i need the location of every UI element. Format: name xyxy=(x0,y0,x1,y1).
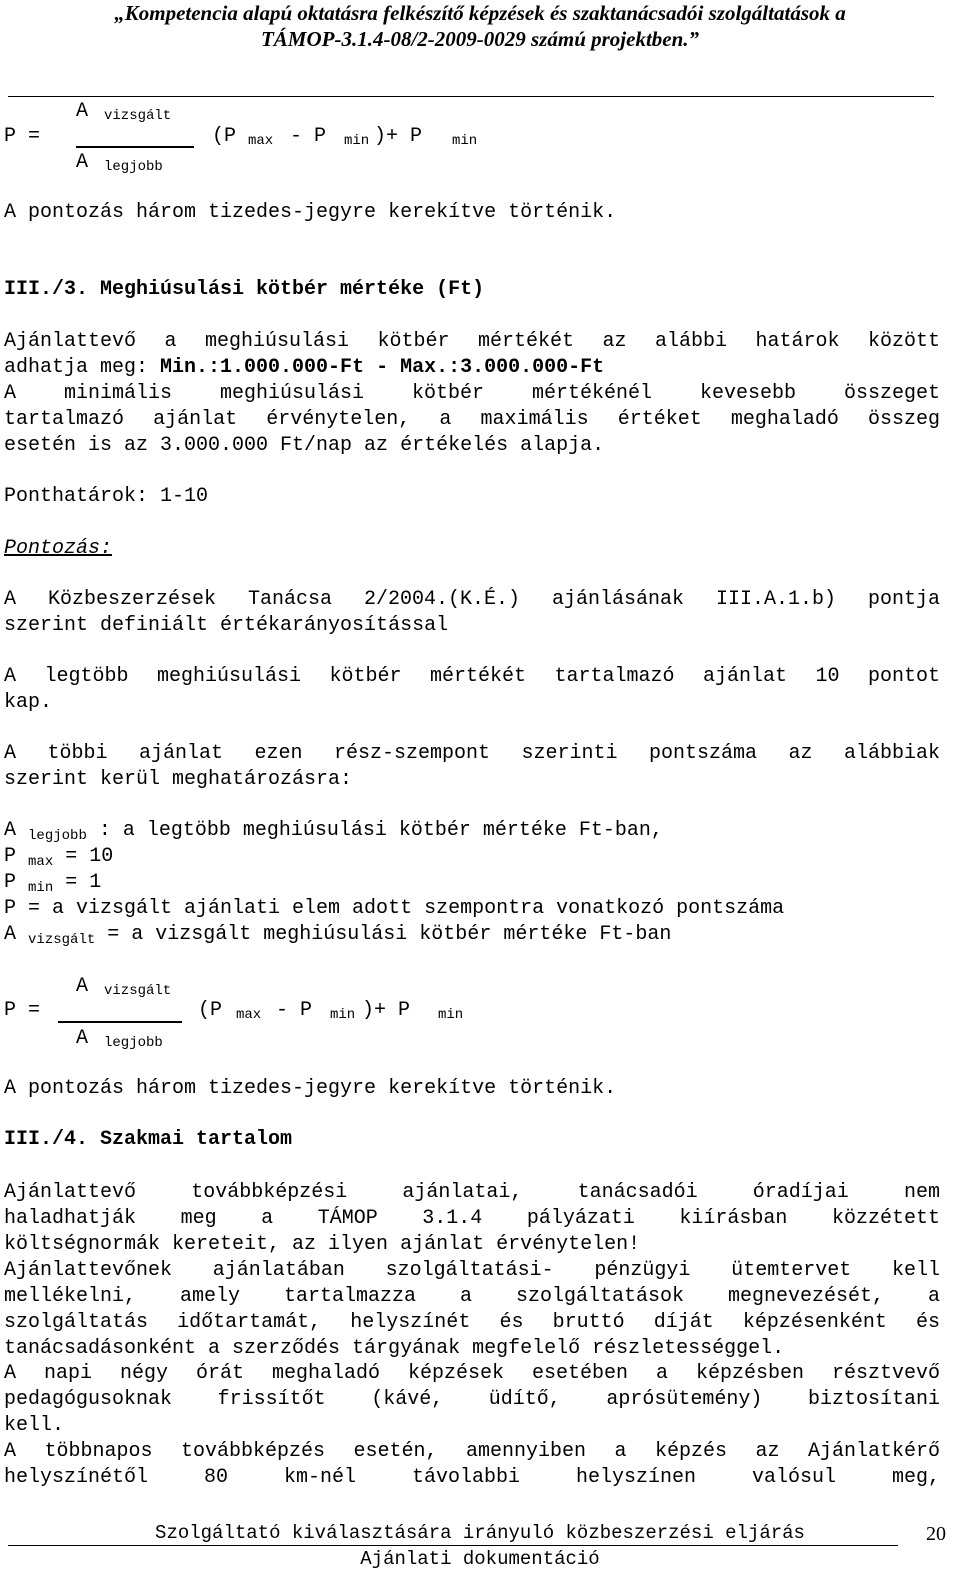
formula-min-sub-2: min xyxy=(452,133,478,149)
def-pmax xyxy=(4,844,940,871)
def-pmin-sub: min xyxy=(28,880,54,896)
s3-limits: Min.:1.000.000-Ft - Max.:3.000.000-Ft xyxy=(160,356,605,379)
def-pmax-sub: max xyxy=(28,854,54,870)
s3-line-2 xyxy=(4,355,940,381)
s4-line-6: szolgáltatás időtartamát, helyszínét és bruttó díját képzésenként és xyxy=(4,1311,940,1334)
rounding-note: A pontozás három tizedes-jegyre kerekítve történik. xyxy=(4,201,617,224)
formula-numerator-a: A xyxy=(76,100,89,123)
header-line-1: „Kompetencia alapú oktatásra felkészítő képzések és szaktanácsadói szolgáltatások a xyxy=(114,1,846,25)
formula-minus: - P xyxy=(290,125,327,148)
s4-line-10: kell. xyxy=(4,1414,65,1437)
s4-line-5: mellékelni, amely tartalmazza a szolgáltatások megnevezését, a xyxy=(4,1285,940,1308)
header-divider xyxy=(8,96,934,97)
s4-line-12: helyszínétől 80 km-nél távolabbi helyszínen valósul meg, xyxy=(4,1466,940,1489)
formula2-minus: - P xyxy=(276,999,313,1022)
formula2-denominator-a: A xyxy=(76,1027,89,1050)
formula2-max-sub: max xyxy=(236,1007,262,1023)
formula2-numerator-a: A xyxy=(76,975,89,998)
best-line-1: A legtöbb meghiúsulási kötbér mértékét tartalmazó ajánlat 10 pontot xyxy=(4,665,940,688)
def-vizsgalt xyxy=(4,922,940,949)
s3-line-4: tartalmazó ajánlat érvénytelen, a maximális értéket meghaladó összeg xyxy=(4,408,940,431)
formula2-numerator-sub: vizsgált xyxy=(104,983,172,999)
formula-max-sub: max xyxy=(248,133,274,149)
s4-line-7: tanácsadásonként a szerződés tárgyának megfelelő részletességgel. xyxy=(4,1337,785,1360)
s3-line-3: A minimális meghiúsulási kötbér mértékénél kevesebb összeget xyxy=(4,382,940,405)
def-vizsgalt-desc: = a vizsgált meghiúsulási kötbér mértéke Ft-ban xyxy=(95,923,672,946)
s4-line-8: A napi négy órát meghaladó képzések esetében a képzésben résztvevő xyxy=(4,1362,940,1385)
formula-numerator-sub: vizsgált xyxy=(104,108,172,124)
section-4-title: III./4. Szakmai tartalom xyxy=(4,1128,293,1151)
footer-line-1: Szolgáltató kiválasztására irányuló közbeszerzési eljárás xyxy=(155,1522,805,1544)
def-pmax-var: P xyxy=(4,845,17,868)
s4-line-11: A többnapos továbbképzés esetén, amennyiben a képzés az Ajánlatkérő xyxy=(4,1440,940,1463)
scoring-heading-text: Pontozás: xyxy=(4,537,113,560)
def-legjobb xyxy=(4,818,940,845)
def-legjobb-desc: : a legtöbb meghiúsulási kötbér mértéke Ft-ban, xyxy=(86,819,663,842)
def-pmin-var: P xyxy=(4,871,17,894)
def-vizsgalt-sub: vizsgált xyxy=(28,932,96,948)
s4-line-4: Ajánlattevőnek ajánlatában szolgáltatási- pénzügyi ütemtervet kell xyxy=(4,1259,940,1282)
scoring-heading xyxy=(4,536,940,562)
best-line-2: kap. xyxy=(4,691,53,714)
def-pmin-desc: = 1 xyxy=(53,871,102,894)
formula-denominator-a: A xyxy=(76,151,89,174)
s3-line-2-prefix: adhatja meg: xyxy=(4,356,161,379)
formula2-denominator-sub: legjobb xyxy=(104,1035,163,1051)
s3-line-1: Ajánlattevő a meghiúsulási kötbér mértékét az alábbi határok között xyxy=(4,330,940,353)
formula2-open: (P xyxy=(198,999,223,1022)
formula2-p-equals: P = xyxy=(4,999,41,1022)
def-legjobb-sub: legjobb xyxy=(28,828,87,844)
formula-min-sub: min xyxy=(344,133,370,149)
formula2-min-sub: min xyxy=(330,1007,356,1023)
s4-line-2: haladhatják meg a TÁMOP 3.1.4 pályázati kiírásban közzétett xyxy=(4,1207,940,1230)
def-pmax-desc: = 10 xyxy=(53,845,114,868)
section-3-title: III./3. Meghiúsulási kötbér mértéke (Ft) xyxy=(4,278,485,301)
kt-line-2: szerint definiált értékarányosítással xyxy=(4,614,449,637)
def-p: P = a vizsgált ajánlati elem adott szempontra vonatkozó pontszáma xyxy=(4,897,785,920)
formula-open: (P xyxy=(212,125,237,148)
rounding-note-2: A pontozás három tizedes-jegyre kerekítve történik. xyxy=(4,1077,617,1100)
s4-line-3: költségnormák kereteit, az ilyen ajánlat érvénytelen! xyxy=(4,1233,641,1256)
formula-denominator-sub: legjobb xyxy=(104,159,163,175)
formula-p-equals: P = xyxy=(4,125,41,148)
def-legjobb-var: A xyxy=(4,819,17,842)
def-pmin xyxy=(4,870,940,897)
s4-line-1: Ajánlattevő továbbképzési ajánlatai, tanácsadói óradíjai nem xyxy=(4,1181,940,1204)
fraction-bar xyxy=(76,146,194,148)
other-line-1: A többi ajánlat ezen rész-szempont szerinti pontszáma az alábbiak xyxy=(4,742,940,765)
s4-line-9: pedagógusoknak frissítőt (kávé, üdítő, aprósütemény) biztosítani xyxy=(4,1388,940,1411)
header-line-2: TÁMOP-3.1.4-08/2-2009-0029 számú projektben.” xyxy=(260,27,700,51)
other-line-2: szerint kerül meghatározásra: xyxy=(4,768,353,791)
page-number: 20 xyxy=(926,1523,946,1545)
def-vizsgalt-var: A xyxy=(4,923,17,946)
footer-line-2: Ajánlati dokumentáció xyxy=(360,1548,600,1570)
s3-line-5: esetén is az 3.000.000 Ft/nap az értékelés alapja. xyxy=(4,434,605,457)
formula2-min-sub-2: min xyxy=(438,1007,464,1023)
fraction-bar-2 xyxy=(58,1021,182,1023)
point-limits: Ponthatárok: 1-10 xyxy=(4,485,209,508)
formula-close-plus: )+ P xyxy=(374,125,423,148)
kt-line-1: A Közbeszerzések Tanácsa 2/2004.(K.É.) ajánlásának III.A.1.b) pontja xyxy=(4,588,940,611)
formula2-close-plus: )+ P xyxy=(362,999,411,1022)
